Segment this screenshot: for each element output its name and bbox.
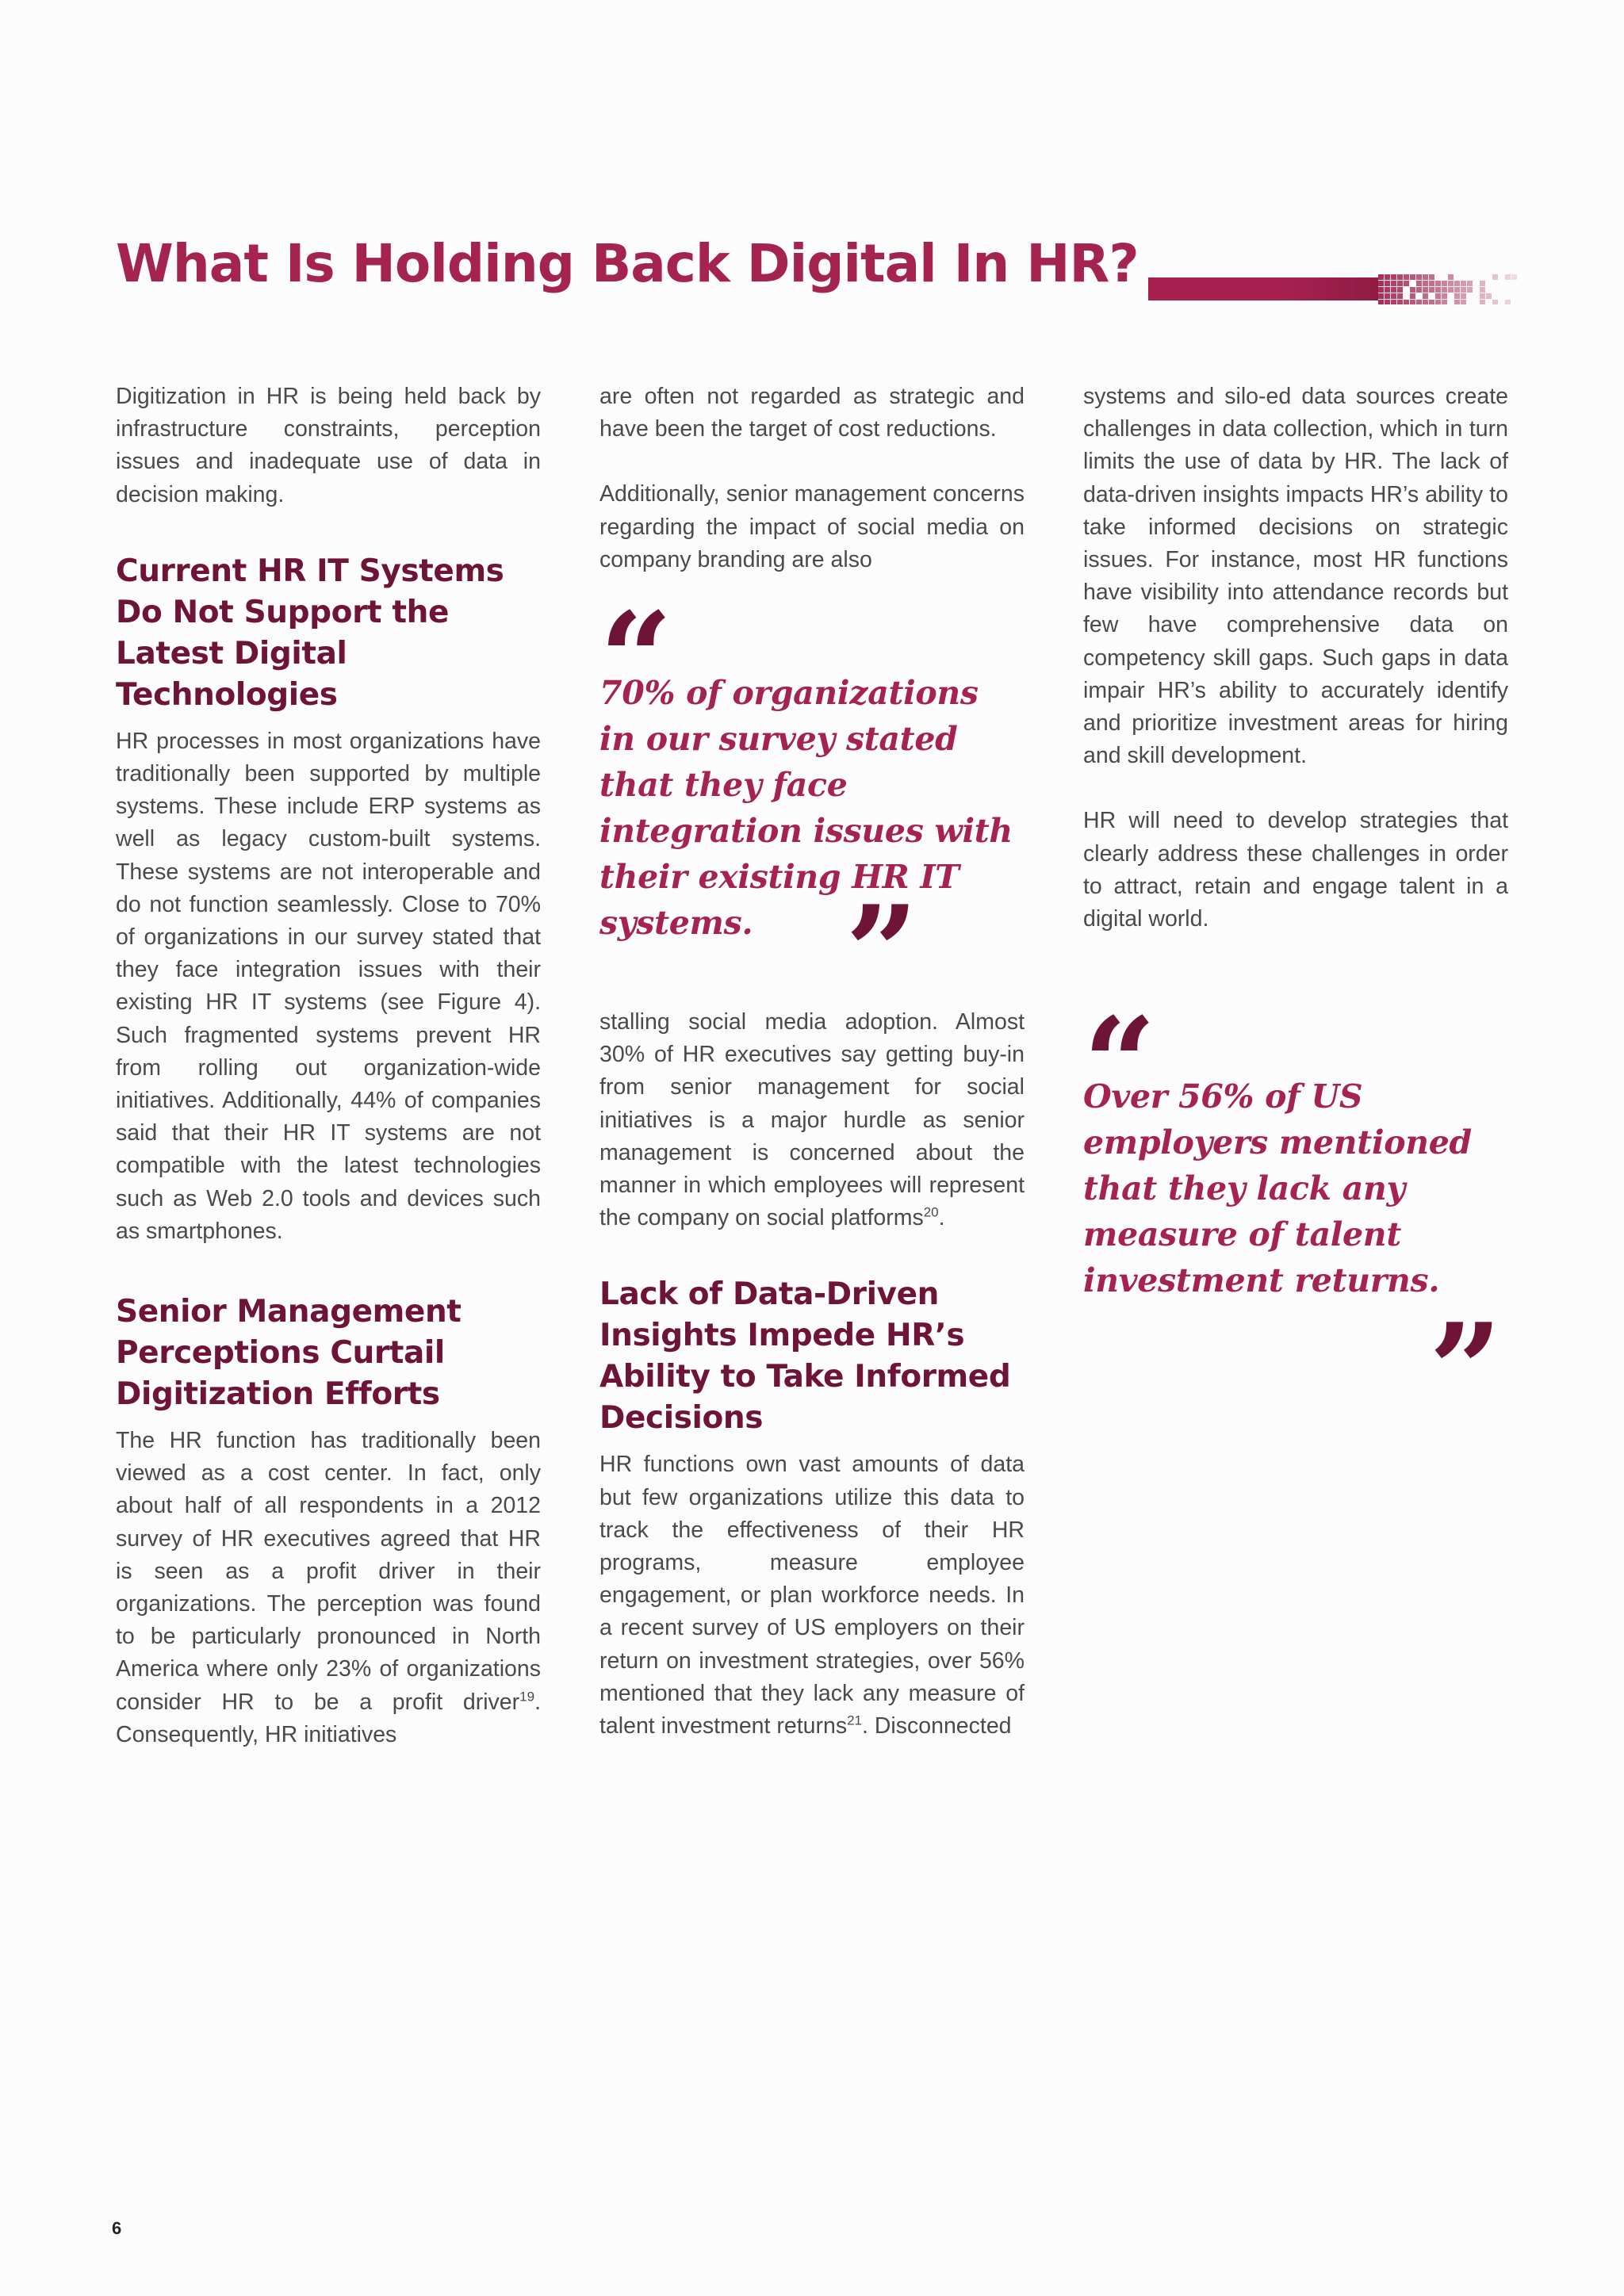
pixel-square xyxy=(1442,281,1447,286)
pixel-square xyxy=(1410,274,1415,280)
pixel-square xyxy=(1511,274,1517,280)
open-quote-icon: “ xyxy=(1083,989,1157,1139)
pixel-square xyxy=(1461,281,1466,286)
pixel-square xyxy=(1442,300,1447,304)
pixel-square xyxy=(1442,293,1447,299)
right-paragraph-2: HR will need to develop strategies that clearly address these challenges in order to attract, retain and engage talent in a digital world. xyxy=(1083,808,1508,932)
pixel-square xyxy=(1416,281,1422,286)
open-quote-icon: “ xyxy=(599,584,673,734)
pixel-square xyxy=(1448,274,1454,280)
pull-quote-talent: Over 56% of US employers mentioned that they lack any measure of talent investment returns. xyxy=(1083,1077,1472,1300)
pixel-decoration-icon xyxy=(1378,273,1521,304)
pixel-square xyxy=(1467,287,1473,293)
pixel-square xyxy=(1435,281,1441,286)
pixel-square xyxy=(1423,287,1428,293)
right-paragraph-1: systems and silo-ed data sources create challenges in data collection, which in turn limits the use of data by HR. The lack of data-driven insights impacts HR’s ability to take informed decisions on strategic issues. For instance, most HR functions have visibility into attendance records but few have comprehensive data on competency skill gaps. Such gaps in data impair HR’s ability to accurately identify and prioritize investment areas for hiring and skill development. xyxy=(1083,384,1508,769)
section-body-it-systems: HR processes in most organizations have traditionally been supported by multiple systems. These include ERP systems as well as legacy custom-built systems. These systems are not interoperable and do not function seamlessly. Close to 70% of organizations in our survey stated that they face integration issues with their existing HR IT systems (see Figure 4). Such fragmented systems prevent HR from rolling out organization-wide initiatives. Additionally, 44% of companies said that their HR IT systems are not compatible with the latest technologies such as Web 2.0 tools and devices such as smartphones. xyxy=(116,728,541,1244)
footnote-ref-21: 21 xyxy=(847,1712,862,1728)
middle-paragraph-3 xyxy=(599,1006,1025,1234)
pixel-square xyxy=(1378,300,1384,304)
pixel-square xyxy=(1404,274,1409,280)
pixel-square xyxy=(1423,281,1428,286)
pixel-square xyxy=(1385,274,1390,280)
pixel-square xyxy=(1429,287,1434,293)
pixel-square xyxy=(1410,293,1415,299)
pixel-square xyxy=(1461,300,1466,304)
pixel-square xyxy=(1454,281,1460,286)
pixel-square xyxy=(1391,274,1396,280)
pixel-square xyxy=(1454,287,1460,293)
pixel-square xyxy=(1480,293,1485,299)
pixel-square xyxy=(1416,274,1422,280)
section-body-data-insights xyxy=(599,1448,1025,1743)
pixel-square xyxy=(1505,274,1511,280)
pixel-square xyxy=(1423,300,1428,304)
column-middle xyxy=(599,381,1025,1743)
pixel-square xyxy=(1410,300,1415,304)
pixel-square xyxy=(1404,281,1409,286)
pixel-square xyxy=(1423,293,1428,299)
pixel-square xyxy=(1397,300,1403,304)
pixel-square xyxy=(1486,293,1492,299)
pixel-square xyxy=(1448,287,1454,293)
section-body-tail: . Consequently, HR initiatives xyxy=(116,1689,541,1747)
pixel-square xyxy=(1480,281,1485,286)
pixel-square xyxy=(1435,287,1441,293)
paragraph-text: stalling social media adoption. Almost 30% of HR executives say getting buy-in from senior management for social initiatives is a major hurdle as senior management is concerned about the manner in which employees will represent the company on social platforms xyxy=(599,1009,1025,1231)
pixel-square xyxy=(1416,287,1422,293)
pixel-square xyxy=(1461,293,1466,299)
close-quote-icon: ” xyxy=(845,878,919,1027)
footnote-ref-19: 19 xyxy=(519,1689,535,1705)
column-left xyxy=(116,381,541,1751)
section-heading-it-systems: Current HR IT Systems Do Not Support the Latest Digital Technologies xyxy=(116,553,504,713)
pixel-square xyxy=(1492,300,1498,304)
middle-paragraph-2: Additionally, senior management concerns regarding the impact of social media on company branding are also xyxy=(599,481,1025,572)
section-body-text: HR functions own vast amounts of data but few organizations utilize this data to track the effectiveness of their HR programs, measure employee engagement, or plan workforce needs. In a recent survey of US employers on their return on investment strategies, over 56% mentioned that they lack any measure of talent investment returns xyxy=(599,1452,1025,1739)
page-number: 6 xyxy=(112,2218,122,2238)
pull-quote-integration: 70% of organizations in our survey stated that they face integration issues with their existing HR IT systems. xyxy=(599,674,1013,943)
pixel-square xyxy=(1416,300,1422,304)
pixel-square xyxy=(1410,287,1415,293)
pixel-square xyxy=(1404,300,1409,304)
pixel-square xyxy=(1391,300,1396,304)
pixel-square xyxy=(1454,293,1460,299)
pixel-square xyxy=(1385,293,1390,299)
pixel-square xyxy=(1429,274,1434,280)
pixel-square xyxy=(1480,287,1485,293)
pixel-square xyxy=(1397,287,1403,293)
section-body-tail: . Disconnected xyxy=(862,1713,1012,1739)
pixel-square xyxy=(1435,293,1441,299)
pixel-square xyxy=(1378,281,1384,286)
pixel-square xyxy=(1467,281,1473,286)
pixel-square xyxy=(1397,293,1403,299)
pixel-square xyxy=(1480,300,1485,304)
section-body-text: The HR function has traditionally been viewed as a cost center. In fact, only about half of all respondents in a 2012 survey of HR executives agreed that HR is seen as a profit driver in their organizations. The perception was found to be particularly pronounced in North America where only 23% of organizations consider HR to be a profit driver xyxy=(116,1428,541,1715)
page-title: What Is Holding Back Digital In HR? xyxy=(116,233,1139,294)
pixel-square xyxy=(1429,281,1434,286)
pixel-square xyxy=(1385,300,1390,304)
pixel-square xyxy=(1378,287,1384,293)
pixel-square xyxy=(1435,300,1441,304)
pixel-square xyxy=(1378,274,1384,280)
pixel-square xyxy=(1391,281,1396,286)
pixel-square xyxy=(1429,300,1434,304)
pixel-square xyxy=(1461,287,1466,293)
close-quote-icon: ” xyxy=(1429,1295,1503,1445)
pixel-square xyxy=(1391,293,1396,299)
pixel-square xyxy=(1397,274,1403,280)
pixel-square xyxy=(1423,274,1428,280)
pixel-square xyxy=(1385,281,1390,286)
title-accent-bar xyxy=(1148,277,1378,300)
middle-paragraph-1: are often not regarded as strategic and have been the target of cost reductions. xyxy=(599,384,1025,442)
pixel-square xyxy=(1442,287,1447,293)
pixel-square xyxy=(1397,281,1403,286)
pixel-square xyxy=(1378,293,1384,299)
paragraph-tail: . xyxy=(938,1205,945,1231)
intro-paragraph: Digitization in HR is being held back by infrastructure constraints, perception issues and inadequate use of data in decision making. xyxy=(116,384,541,507)
pixel-square xyxy=(1448,281,1454,286)
section-body-senior-management xyxy=(116,1425,541,1751)
pixel-square xyxy=(1385,287,1390,293)
pixel-square xyxy=(1454,300,1460,304)
footnote-ref-20: 20 xyxy=(923,1204,939,1220)
pixel-square xyxy=(1505,300,1511,304)
pixel-square xyxy=(1492,274,1498,280)
section-heading-data-insights: Lack of Data-Driven Insights Impede HR’s Ability to Take Informed Decisions xyxy=(599,1276,1011,1437)
pixel-square xyxy=(1391,287,1396,293)
section-heading-senior-management: Senior Management Perceptions Curtail Digitization Efforts xyxy=(116,1294,462,1413)
column-right xyxy=(1083,381,1508,1445)
